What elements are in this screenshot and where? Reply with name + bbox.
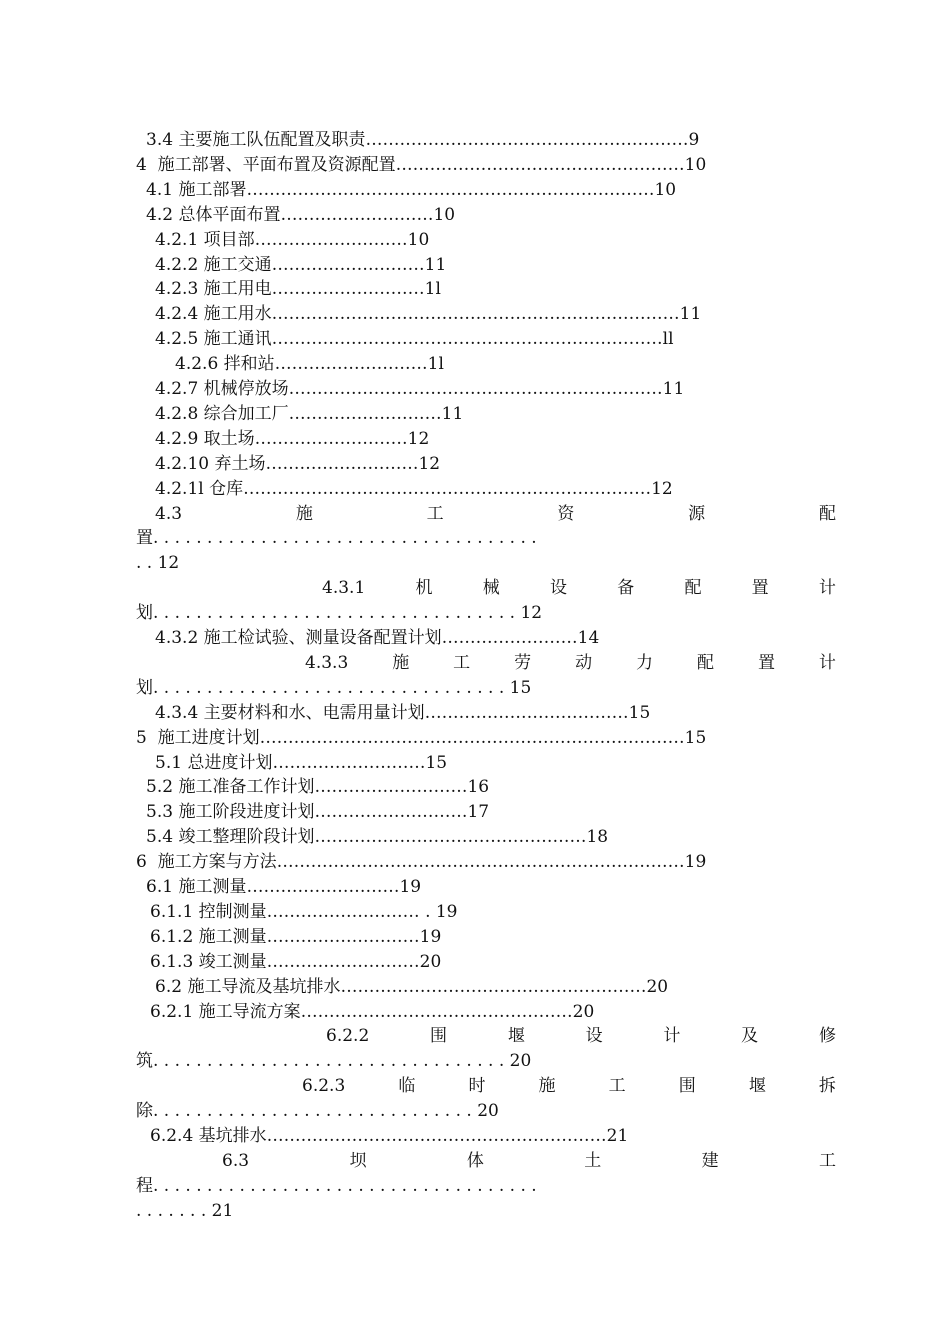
toc-entry-word: 拆	[818, 1076, 836, 1096]
toc-entry-word: 资	[557, 504, 575, 524]
toc-entry-word: 6.2.2	[326, 1026, 370, 1046]
toc-entry-word: 计	[663, 1026, 681, 1046]
toc-entry-word: 堰	[748, 1076, 766, 1096]
toc-entry-word: 围	[430, 1026, 448, 1046]
toc-entry: 4.1 施工部署………………………………………………………………10	[146, 180, 677, 200]
toc-entry-word: 建	[701, 1151, 719, 1171]
toc-entry: 4.2 总体平面布置………………………10	[146, 205, 456, 225]
toc-entry: 4.3.2 施工检试验、测量设备配置计划……………………14	[155, 628, 600, 648]
toc-entry-spread	[322, 576, 836, 601]
toc-entry: . . . . . . . 21	[136, 1201, 234, 1221]
toc-entry-word: 围	[678, 1076, 696, 1096]
toc-entry: 4.2.1l 仓库………………………………………………………………12	[155, 479, 673, 499]
toc-entry: 3.4 主要施工队伍配置及职责…………………………………………………9	[146, 130, 700, 150]
toc-entry: 4.2.7 机械停放场…………………………………………………………11	[155, 379, 685, 399]
toc-entry-spread	[222, 1149, 836, 1174]
toc-entry-word: 4.3.3	[305, 653, 349, 673]
toc-entry-word: 设	[549, 578, 567, 598]
toc-entry: 4.2.3 施工用电………………………1l	[155, 279, 441, 299]
toc-entry-word: 备	[617, 578, 635, 598]
toc-entry: 4.3.4 主要材料和水、电需用量计划………………………………15	[155, 703, 651, 723]
toc-entry-word: 时	[468, 1076, 486, 1096]
toc-entry-word: 配	[696, 653, 714, 673]
toc-entry-word: 设	[585, 1026, 603, 1046]
toc-entry-word: 施	[538, 1076, 556, 1096]
toc-entry-word: 6.3	[222, 1151, 250, 1171]
toc-entry: 划. . . . . . . . . . . . . . . . . . . . . . . . . . . . . . . . . . 12	[136, 603, 543, 623]
toc-entry-word: 体	[466, 1151, 484, 1171]
toc-entry: 4.2.9 取土场………………………12	[155, 429, 430, 449]
toc-entry-spread	[155, 502, 836, 527]
toc-entry-word: 工	[426, 504, 444, 524]
toc-entry: 4.2.1 项目部………………………10	[155, 230, 430, 250]
toc-entry-spread	[305, 651, 836, 676]
toc-entry: 5.3 施工阶段进度计划………………………17	[146, 802, 490, 822]
toc-entry: 4.2.6 拌和站………………………1l	[175, 354, 444, 374]
toc-entry: 筑. . . . . . . . . . . . . . . . . . . . . . . . . . . . . . . . . 20	[136, 1051, 532, 1071]
toc-entry: 4.2.2 施工交通………………………11	[155, 255, 447, 275]
toc-entry-word: 4.3	[155, 504, 183, 524]
toc-entry-word: 施	[295, 504, 313, 524]
toc-entry-word: 临	[398, 1076, 416, 1096]
toc-entry-word: 修	[818, 1026, 836, 1046]
toc-entry: 6.1.3 竣工测量………………………20	[150, 952, 442, 972]
toc-entry-word: 配	[818, 504, 836, 524]
toc-entry-word: 动	[575, 653, 593, 673]
toc-entry-spread	[302, 1074, 836, 1099]
toc-entry-word: 配	[684, 578, 702, 598]
toc-entry: 6.1 施工测量………………………19	[146, 877, 422, 897]
toc-entry-word: 4.3.1	[322, 578, 366, 598]
toc-entry-word: 源	[688, 504, 706, 524]
toc-entry-word: 坝	[349, 1151, 367, 1171]
toc-entry: 置. . . . . . . . . . . . . . . . . . . . . . . . . . . . . . . . . . . .	[136, 528, 537, 548]
toc-entry: 4.2.8 综合加工厂………………………11	[155, 404, 464, 424]
toc-entry: 除. . . . . . . . . . . . . . . . . . . . . . . . . . . . . . 20	[136, 1101, 499, 1121]
toc-entry: 4.2.10 弃土场………………………12	[155, 454, 441, 474]
toc-entry-word: 6.2.3	[302, 1076, 346, 1096]
toc-entry: 5.2 施工准备工作计划………………………16	[146, 777, 490, 797]
toc-entry: 6.2.1 施工导流方案…………………………………………20	[150, 1002, 595, 1022]
toc-entry-word: 施	[392, 653, 410, 673]
toc-entry: 6 施工方案与方法………………………………………………………………19	[136, 852, 707, 872]
toc-entry: 5.4 竣工整理阶段计划…………………………………………18	[146, 827, 609, 847]
toc-entry: 6.1.2 施工测量………………………19	[150, 927, 442, 947]
toc-entry: 6.2 施工导流及基坑排水………………………………………………20	[155, 977, 669, 997]
toc-entry-spread	[326, 1024, 836, 1049]
toc-entry-word: 堰	[507, 1026, 525, 1046]
toc-entry-word: 计	[818, 653, 836, 673]
toc-entry: 划. . . . . . . . . . . . . . . . . . . . . . . . . . . . . . . . . 15	[136, 678, 532, 698]
toc-entry-word: 力	[636, 653, 654, 673]
toc-entry: 5 施工进度计划…………………………………………………………………15	[136, 728, 707, 748]
toc-entry-word: 土	[584, 1151, 602, 1171]
toc-entry-word: 劳	[514, 653, 532, 673]
toc-entry: 4 施工部署、平面布置及资源配置……………………………………………10	[136, 155, 707, 175]
toc-entry-word: 置	[757, 653, 775, 673]
toc-entry-word: 工	[453, 653, 471, 673]
toc-entry: 4.2.5 施工通讯……………………………………………………………ll	[155, 329, 674, 349]
toc-entry-word: 及	[741, 1026, 759, 1046]
toc-entry: 6.2.4 基坑排水……………………………………………………21	[150, 1126, 629, 1146]
toc-entry: . . 12	[136, 553, 180, 573]
toc-entry-word: 置	[751, 578, 769, 598]
toc-entry-word: 机	[415, 578, 433, 598]
toc-entry: 6.1.1 控制测量……………………… . 19	[150, 902, 458, 922]
toc-entry-word: 械	[482, 578, 500, 598]
toc-entry: 4.2.4 施工用水………………………………………………………………11	[155, 304, 702, 324]
toc-entry-word: 工	[819, 1151, 836, 1171]
toc-entry: 程. . . . . . . . . . . . . . . . . . . . . . . . . . . . . . . . . . . .	[136, 1176, 537, 1196]
toc-entry: 5.1 总进度计划………………………15	[155, 753, 448, 773]
toc-entry-word: 工	[608, 1076, 626, 1096]
toc-entry-word: 计	[818, 578, 836, 598]
